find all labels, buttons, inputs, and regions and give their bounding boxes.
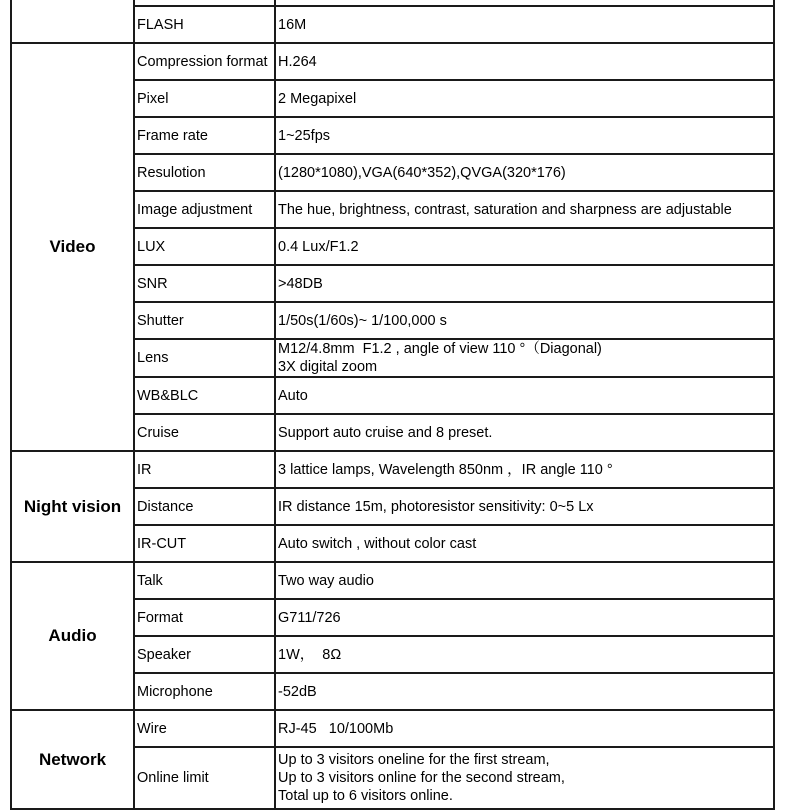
spec-label: LUX: [134, 228, 275, 265]
spec-label: Shutter: [134, 302, 275, 339]
category-cell: Night vision: [11, 451, 134, 562]
spec-label: Image adjustment: [134, 191, 275, 228]
spec-label: Frame rate: [134, 117, 275, 154]
spec-value: 3 lattice lamps, Wavelength 850nm ，IR angle 110 °: [275, 451, 774, 488]
category-cell: Audio: [11, 562, 134, 710]
table-row: [11, 451, 774, 488]
spec-label: FLASH: [134, 6, 275, 43]
spec-label: Wire: [134, 710, 275, 747]
spec-label: Format: [134, 599, 275, 636]
spec-value: H.264: [275, 43, 774, 80]
spec-label: IR-CUT: [134, 525, 275, 562]
spec-label: Compression format: [134, 43, 275, 80]
table-row: [11, 43, 774, 80]
spec-value: (1280*1080),VGA(640*352),QVGA(320*176): [275, 154, 774, 191]
spec-label: Distance: [134, 488, 275, 525]
spec-value: RJ-45 10/100Mb: [275, 710, 774, 747]
spec-label: Cruise: [134, 414, 275, 451]
category-cell: Video: [11, 43, 134, 451]
spec-value: 0.4 Lux/F1.2: [275, 228, 774, 265]
spec-value: Two way audio: [275, 562, 774, 599]
category-cell: Network: [11, 710, 134, 809]
spec-value: >48DB: [275, 265, 774, 302]
spec-label: SNR: [134, 265, 275, 302]
spec-value: 1~25fps: [275, 117, 774, 154]
spec-label: Speaker: [134, 636, 275, 673]
spec-label: WB&BLC: [134, 377, 275, 414]
spec-value: Auto: [275, 377, 774, 414]
spec-value: Support auto cruise and 8 preset.: [275, 414, 774, 451]
table-row: [11, 710, 774, 747]
spec-value: IR distance 15m, photoresistor sensitivity: 0~5 Lx: [275, 488, 774, 525]
spec-label: Microphone: [134, 673, 275, 710]
category-cell: [11, 0, 134, 43]
spec-value: M12/4.8mm F1.2 , angle of view 110 °（Diagonal) 3X digital zoom: [275, 339, 774, 377]
spec-value: 1/50s(1/60s)~ 1/100,000 s: [275, 302, 774, 339]
spec-value: 1W， 8Ω: [275, 636, 774, 673]
spec-label: Online limit: [134, 747, 275, 809]
spec-label: Lens: [134, 339, 275, 377]
spec-value: Up to 3 visitors oneline for the first stream, Up to 3 visitors online for the second stream, Total up to 6 visitors online.: [275, 747, 774, 809]
spec-value: 16M: [275, 6, 774, 43]
spec-table: [10, 0, 775, 810]
spec-value: -52dB: [275, 673, 774, 710]
spec-label: Talk: [134, 562, 275, 599]
spec-value: 2 Megapixel: [275, 80, 774, 117]
spec-value: Auto switch , without color cast: [275, 525, 774, 562]
spec-label: Resulotion: [134, 154, 275, 191]
spec-value: G711/726: [275, 599, 774, 636]
spec-label: IR: [134, 451, 275, 488]
spec-value: The hue, brightness, contrast, saturation and sharpness are adjustable: [275, 191, 774, 228]
table-row: [11, 562, 774, 599]
spec-label: Pixel: [134, 80, 275, 117]
